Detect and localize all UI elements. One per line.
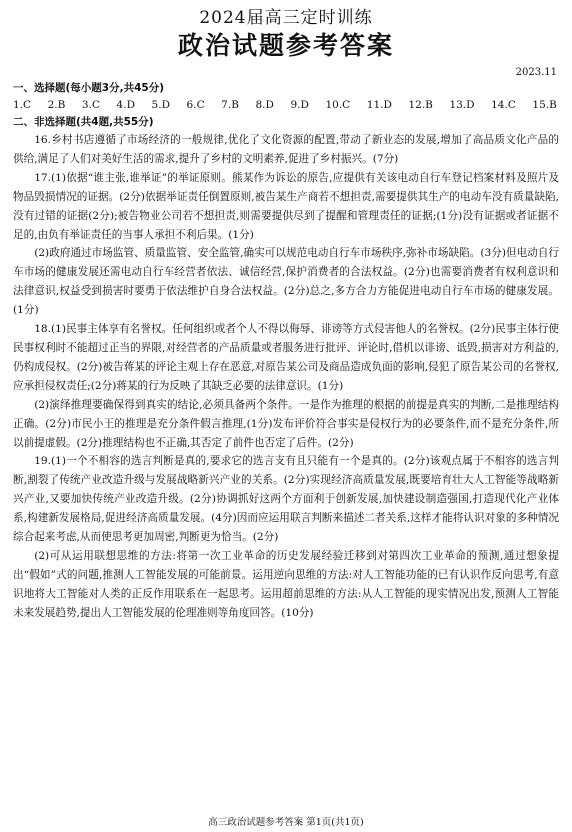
answer-item: 1.C bbox=[13, 99, 32, 111]
document-date: 2023.11 bbox=[515, 67, 557, 78]
answer-item: 9.D bbox=[290, 99, 309, 111]
answer-paragraph-19-2: (2)可从运用联想思维的方法:将第一次工业革命的历史发展经验迁移到对第四次工业革命的预测,通过想象提出“假如”式的问题,推测人工智能发展的可能前景。运用逆向思维的方法:对人工智能功能的已有认识作反向思考,有意识地将大工智能对人类的正反作用联系在一起思考。运用超前思维的方法:从人工智能的现实情况出发,预测人工智能未来发展趋势,提出人工智能发展的伦理准则等角度回答。(10分) bbox=[13, 549, 559, 619]
answer-item: 15.B bbox=[532, 99, 557, 111]
answer-item: 8.D bbox=[255, 99, 274, 111]
choice-answer-list bbox=[13, 97, 559, 114]
answer-item: 3.C bbox=[81, 99, 100, 111]
section-heading-nonchoice: 二、非选择题(共4题,共55分) bbox=[13, 116, 154, 128]
exam-title: 2024届高三定时训练 bbox=[199, 8, 373, 28]
answer-paragraph-17-2: (2)政府通过市场监管、质量监管、安全监管,确实可以规范电动自行车市场秩序,弥补市场缺陷。(3分)但电动自行车市场的健康发展还需电动自行车经营者依法、诚信经营,保护消费者的合法权益。(2分)也需要消费者有权利意识和法律意识,权益受到损害时要勇于依法维护自身合法权益。(2分)总之,多方合力方能促进电动自行车市场的健康发展。(1分) bbox=[13, 247, 559, 317]
answer-item: 11.D bbox=[366, 99, 392, 111]
document-title: 政治试题参考答案 bbox=[177, 31, 394, 60]
answer-item: 13.D bbox=[449, 99, 475, 111]
answer-item: 4.D bbox=[116, 99, 135, 111]
answer-item: 14.C bbox=[491, 99, 516, 111]
section-heading-choice: 一、选择题(每小题3分,共45分) bbox=[13, 82, 165, 94]
answer-paragraph-16: 16.乡村书店遵循了市场经济的一般规律,优化了文化资源的配置,带动了新业态的发展,增加了高品质文化产品的供给,满足了人们对美好生活的需求,提升了乡村的文明素养,促进了乡村振兴。(7分) bbox=[13, 134, 559, 165]
answer-item: 7.B bbox=[221, 99, 239, 111]
answer-item: 6.C bbox=[186, 99, 205, 111]
page-footer: 高三政治试题参考答案 第1页(共1页) bbox=[208, 817, 364, 828]
answer-item: 10.C bbox=[325, 99, 351, 111]
answer-item: 5.D bbox=[151, 99, 170, 111]
answer-paragraph-17-1: 17.(1)依据“谁主张,谁举证”的举证原则。熊某作为诉讼的原告,应提供有关该电动自行车登记档案材料及照片及物品毁损情况的证据。(2分)依据举证责任倒置原则,被告某生产商若不想担责,需要提供其生产的电动车没有质量缺陷,没有过错的证据(2分);被告物业公司若不想担责,则需要提供尽到了提醒和管理责任的证据;(1分)没有证据或者证据不足的,由负有举证责任的当事人承担不利后果。(1分) bbox=[13, 171, 559, 241]
answer-paragraph-19-1: 19.(1)一个不相容的选言判断是真的,要求它的选言支有且只能有一个是真的。(2分)该观点属于不相容的选言判断,割裂了传统产业改造升级与发展战略新兴产业的关系。(2分)实现经济高质量发展,既要培育壮大人工智能等战略新兴产业,又要加快传统产业改造升级。(2分)协调抓好这两个方面利于创新发展,加快建设制造强国,打造现代化产业体系,构建新发展格局,促进经济高质量发展。(4分)因而应运用联言判断来描述二者关系,这样才能将认识对象的多种情况综合起来考虑,从而使思考更加周密,判断更为恰当。(2分) bbox=[13, 455, 559, 544]
answer-paragraph-18-2: (2)演绎推理要确保得到真实的结论,必须具备两个条件。一是作为推理的根据的前提是真实的判断,二是推理结构正确。(2分)市民小王的推理是充分条件假言推理,(1分)发布评价符合事实是侵权行为的必要条件,而不是充分条件,所以前提虚假。(2分)推理结构也不正确,其否定了前件也否定了后件。(2分) bbox=[13, 398, 559, 449]
answer-paragraph-18-1: 18.(1)民事主体享有名誉权。任何组织或者个人不得以侮辱、诽谤等方式侵害他人的名誉权。(2分)民事主体行使民事权利时不能超过正当的界限,对经营者的产品质量或者服务进行批评、评论时,借机以诽谤、诋毁,损害对方利益的,仍构成侵权。(2分)被告蒋某的评论主观上存在恶意,对原告某公司及商品造成负面的影响,侵犯了原告某公司的名誉权,应承担侵权责任;(2分)蒋某的行为反映了其缺乏必要的法律意识。(1分) bbox=[13, 323, 559, 392]
answer-item: 2.B bbox=[47, 99, 66, 111]
answer-item: 12.B bbox=[408, 99, 433, 111]
